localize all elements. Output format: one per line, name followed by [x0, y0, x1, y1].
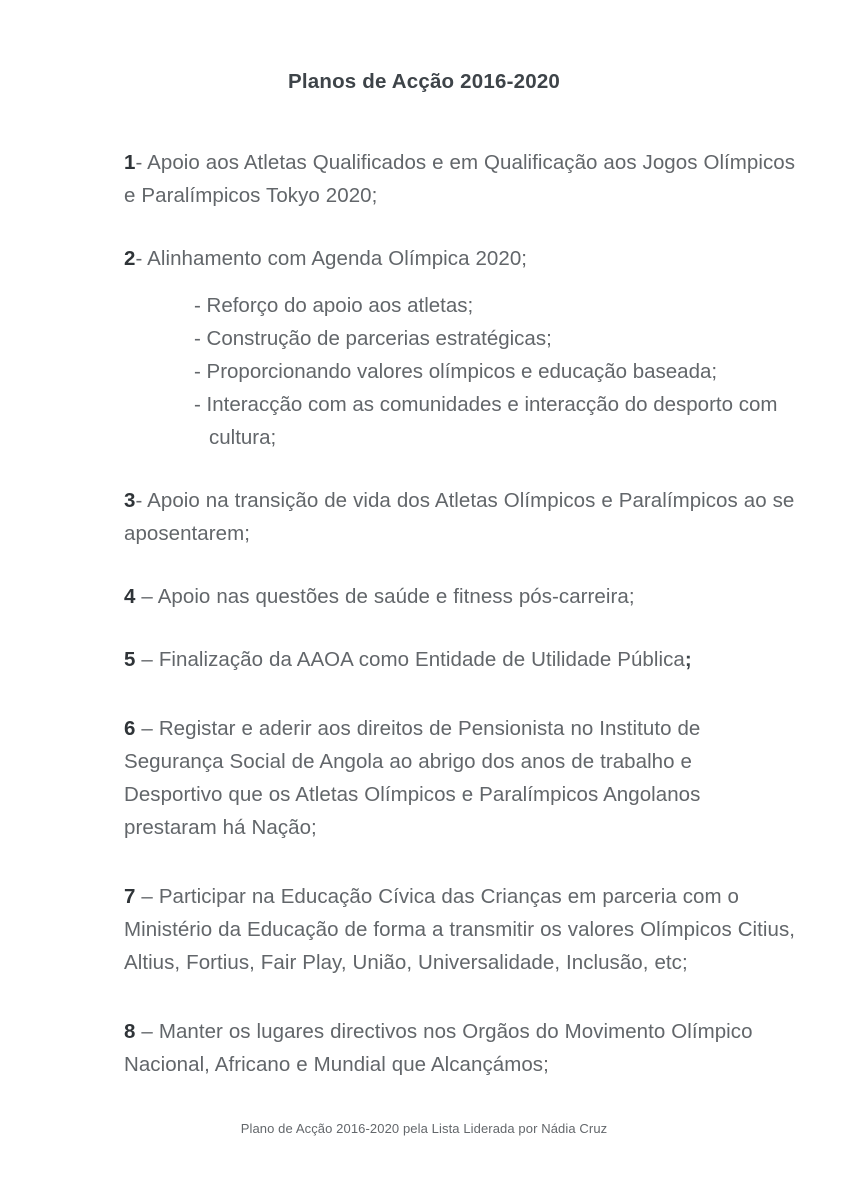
- item-number-1: 1: [124, 151, 136, 174]
- item-text-2: Alinhamento com Agenda Olímpica 2020;: [147, 247, 528, 270]
- document-body: [124, 146, 796, 1081]
- item-text-7: Participar na Educação Cívica das Crianças em parceria com o Ministério da Educação de forma a transmitir os valores Olímpicos Citius, Altius, Fortius, Fair Play, União, Universalidade, Inclusão, etc;: [124, 885, 796, 974]
- list-item-2: [124, 242, 796, 275]
- sublist-entry-4: - Interacção com as comunidades e interacção do desporto com cultura;: [194, 393, 778, 449]
- list-item-6: [124, 712, 796, 844]
- item-number-2: 2: [124, 247, 136, 270]
- list-item-3: [124, 484, 796, 550]
- item-separator-4: –: [141, 585, 153, 608]
- item-text-6: Registar e aderir aos direitos de Pensionista no Instituto de Segurança Social de Angola ao abrigo dos anos de trabalho e Desportivo que os Atletas Olímpicos e Paralímpicos Angolanos prestaram há Nação;: [124, 717, 701, 839]
- list-item-8: [124, 1015, 796, 1081]
- item-text-5-terminator: ;: [684, 648, 692, 671]
- item-number-4: 4: [124, 585, 136, 608]
- page-title: Planos de Acção 2016-2020: [287, 70, 561, 93]
- item-text-4: Apoio nas questões de saúde e fitness pós-carreira;: [157, 585, 635, 608]
- list-item-4: [124, 580, 796, 613]
- sublist-item-2: [124, 289, 796, 454]
- list-item-7: [124, 880, 796, 979]
- page-footer: Plano de Acção 2016-2020 pela Lista Liderada por Nádia Cruz: [240, 1121, 608, 1136]
- item-separator-7: –: [141, 885, 153, 908]
- item-number-5: 5: [124, 648, 136, 671]
- sublist-entry-1: - Reforço do apoio aos atletas;: [194, 294, 474, 317]
- item-number-6: 6: [124, 717, 136, 740]
- item-separator-8: –: [141, 1020, 153, 1043]
- item-text-5: Finalização da AAOA como Entidade de Utilidade Pública: [158, 648, 685, 671]
- item-number-8: 8: [124, 1020, 136, 1043]
- item-separator-1: -: [135, 151, 143, 174]
- list-item-5: [124, 643, 796, 676]
- item-number-3: 3: [124, 489, 136, 512]
- item-number-7: 7: [124, 885, 136, 908]
- sublist-entry-3: - Proporcionando valores olímpicos e educação baseada;: [194, 360, 718, 383]
- item-separator-3: -: [135, 489, 143, 512]
- sublist-entry-2: - Construção de parcerias estratégicas;: [194, 327, 552, 350]
- item-text-3: Apoio na transição de vida dos Atletas Olímpicos e Paralímpicos ao se aposentarem;: [124, 489, 795, 545]
- item-separator-5: –: [141, 648, 153, 671]
- item-text-8: Manter os lugares directivos nos Orgãos do Movimento Olímpico Nacional, Africano e Mundial que Alcançámos;: [124, 1020, 753, 1076]
- item-separator-6: –: [141, 717, 153, 740]
- item-text-1: Apoio aos Atletas Qualificados e em Qualificação aos Jogos Olímpicos e Paralímpicos Tokyo 2020;: [124, 151, 796, 207]
- list-item-1: [124, 146, 796, 212]
- item-separator-2: -: [135, 247, 143, 270]
